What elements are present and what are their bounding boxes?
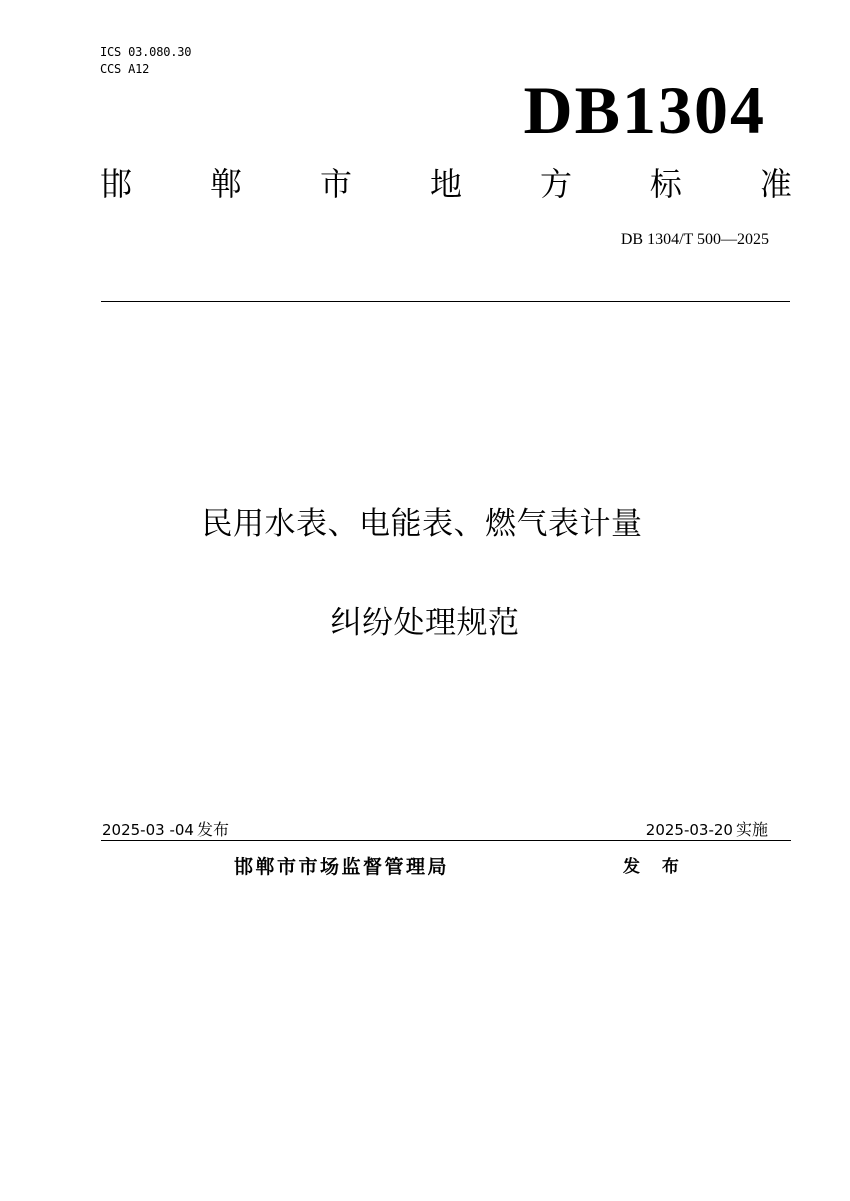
document-title-line2: 纠纷处理规范 [330, 605, 520, 641]
standard-number: DB 1304/T 500—2025 [620, 231, 769, 248]
standard-type-char: 标 [649, 165, 682, 203]
issue-date [102, 820, 229, 841]
standard-type-char: 市 [319, 165, 352, 203]
document-title-line1: 民用水表、电能表、燃气表计量 [201, 506, 643, 542]
ics-code: ICS 03.080.30 [100, 45, 192, 59]
standard-type-char: 邯 [100, 165, 133, 203]
implementation-date-label: 实施 [735, 822, 768, 839]
standard-prefix: DB1304 [523, 72, 766, 148]
standard-type-char: 地 [429, 165, 462, 203]
standard-type-char: 方 [539, 165, 572, 203]
standard-type-char: 准 [759, 165, 792, 203]
implementation-date [646, 820, 768, 841]
issue-date-label: 发布 [196, 822, 229, 839]
header-divider [101, 301, 790, 302]
issuing-authority: 邯郸市市场监督管理局 [234, 856, 450, 878]
issue-date-value: 2025-03 -04 [102, 821, 194, 839]
standard-type-char: 郸 [209, 165, 242, 203]
classification-codes [100, 44, 191, 78]
implementation-date-value: 2025-03-20 [645, 821, 733, 839]
footer-divider [101, 840, 791, 841]
ccs-code: CCS A12 [100, 62, 150, 76]
standard-type-heading [100, 163, 792, 205]
issuing-action: 发 布 [623, 857, 687, 877]
